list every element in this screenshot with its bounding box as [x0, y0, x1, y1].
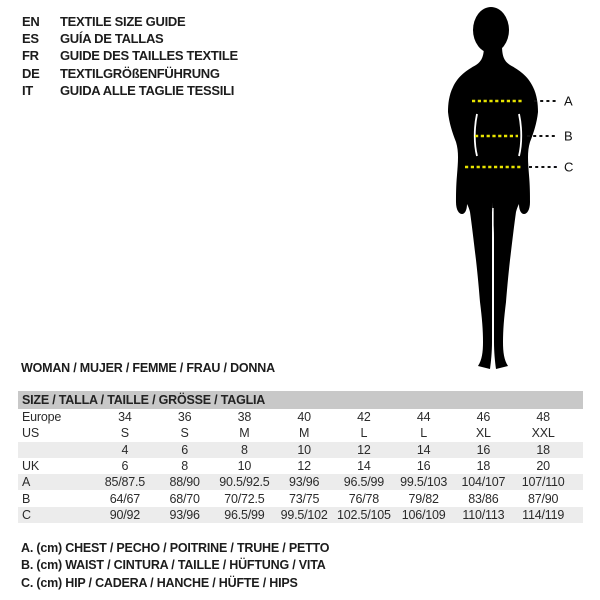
size-cell: XL — [475, 426, 491, 441]
row-label: B — [22, 491, 31, 506]
size-cell: 110/113 — [462, 507, 505, 522]
size-cell: 99.5/103 — [400, 475, 448, 490]
language-code: EN — [22, 14, 40, 30]
size-cell: 36 — [177, 410, 192, 425]
size-cell: 14 — [416, 442, 431, 457]
size-cell: S — [120, 426, 129, 441]
size-cell: M — [239, 426, 250, 441]
language-label: TEXTILGRÖßENFÜHRUNG — [60, 65, 220, 81]
size-cell: 12 — [297, 459, 311, 474]
size-cell: 44 — [416, 410, 431, 425]
size-cell: 79/82 — [408, 491, 439, 506]
legend-line-chest: A. (cm) CHEST / PECHO / POITRINE / TRUHE / PETTO — [21, 541, 330, 555]
size-cell: 93/96 — [288, 475, 320, 490]
table-row-europe — [18, 409, 583, 425]
waist-label-b: B — [564, 128, 573, 144]
language-code: IT — [22, 82, 33, 98]
measurement-legend — [21, 540, 329, 592]
size-cell: 70/72.5 — [224, 491, 265, 506]
size-cell: S — [180, 426, 189, 441]
size-cell: 18 — [536, 442, 550, 457]
size-cell: 42 — [357, 410, 371, 425]
size-cell: 40 — [297, 410, 311, 425]
size-cell: 64/67 — [109, 491, 141, 506]
size-cell: 90.5/92.5 — [219, 475, 270, 490]
size-cell: 107/110 — [521, 475, 565, 490]
language-row-it — [22, 82, 238, 99]
silhouette-head — [473, 7, 509, 53]
size-cell: 8 — [240, 442, 248, 457]
size-cell: 83/86 — [468, 491, 499, 506]
language-row-es — [22, 30, 238, 47]
language-code: DE — [22, 65, 40, 81]
row-label: US — [22, 426, 39, 441]
size-cell: 12 — [357, 442, 371, 457]
size-table — [18, 391, 583, 523]
size-cell: 38 — [237, 410, 252, 425]
size-cell: 99.5/102 — [280, 507, 328, 522]
language-row-en — [22, 13, 238, 30]
size-cell: 76/78 — [348, 491, 380, 506]
size-cell: 93/96 — [169, 507, 200, 522]
size-cell: 16 — [416, 459, 431, 474]
language-row-fr — [22, 47, 238, 64]
size-cell: 20 — [536, 459, 550, 474]
language-label: GUIDE DES TAILLES TEXTILE — [60, 48, 238, 64]
language-code: ES — [22, 31, 39, 47]
table-row-us-numeric — [18, 442, 583, 458]
size-cell: L — [360, 426, 368, 441]
size-cell: 46 — [476, 410, 491, 425]
row-label: A — [22, 475, 31, 490]
size-cell: M — [299, 426, 310, 441]
language-code: FR — [22, 48, 39, 64]
size-cell: 90/92 — [109, 507, 141, 522]
size-cell: 102.5/105 — [336, 507, 391, 522]
language-label: TEXTILE SIZE GUIDE — [60, 14, 186, 30]
size-cell: 73/75 — [288, 491, 320, 506]
table-row-waist-b — [18, 490, 583, 506]
size-cell: 6 — [121, 459, 129, 474]
language-row-de — [22, 65, 238, 82]
size-cell: XXL — [531, 426, 555, 441]
row-label: C — [22, 507, 31, 522]
size-cell: 88/90 — [169, 475, 200, 490]
size-cell: 114/119 — [522, 507, 565, 522]
table-row-uk — [18, 458, 583, 474]
size-cell: 87/90 — [527, 491, 559, 506]
woman-silhouette-figure — [430, 0, 600, 380]
language-list — [22, 13, 238, 99]
gender-title: WOMAN / MUJER / FEMME / FRAU / DONNA — [21, 361, 275, 375]
size-cell: 16 — [476, 442, 491, 457]
size-cell: 48 — [536, 410, 550, 425]
row-label: UK — [22, 459, 39, 474]
table-row-hip-c — [18, 507, 583, 523]
size-cell: 10 — [237, 459, 252, 474]
size-cell: 10 — [297, 442, 311, 457]
size-cell: 96.5/99 — [343, 475, 385, 490]
size-cell: 34 — [118, 410, 132, 425]
size-cell: 68/70 — [169, 491, 200, 506]
table-row-us — [18, 425, 583, 441]
size-cell: 18 — [476, 459, 491, 474]
row-label: Europe — [22, 410, 62, 425]
hip-label-c: C — [564, 159, 574, 175]
language-label: GUIDA ALLE TAGLIE TESSILI — [60, 82, 235, 98]
size-cell: 8 — [181, 459, 188, 474]
size-cell: 4 — [121, 442, 129, 457]
table-row-chest-a — [18, 474, 583, 490]
chest-label-a: A — [564, 93, 573, 109]
size-cell: 6 — [181, 442, 188, 457]
size-cell: 85/87.5 — [104, 475, 146, 490]
size-cell: 14 — [357, 459, 371, 474]
size-cell: 104/107 — [461, 475, 506, 490]
size-cell: 106/109 — [401, 507, 446, 522]
legend-line-waist: B. (cm) WAIST / CINTURA / TAILLE / HÜFTUNG / VITA — [21, 558, 326, 573]
size-table-header: SIZE / TALLA / TAILLE / GRÖSSE / TAGLIA — [18, 391, 583, 409]
legend-line-hip: C. (cm) HIP / CADERA / HANCHE / HÜFTE / HIPS — [21, 575, 298, 590]
language-label: GUÍA DE TALLAS — [60, 31, 164, 47]
size-cell: 96.5/99 — [224, 507, 265, 522]
size-cell: L — [420, 426, 427, 441]
